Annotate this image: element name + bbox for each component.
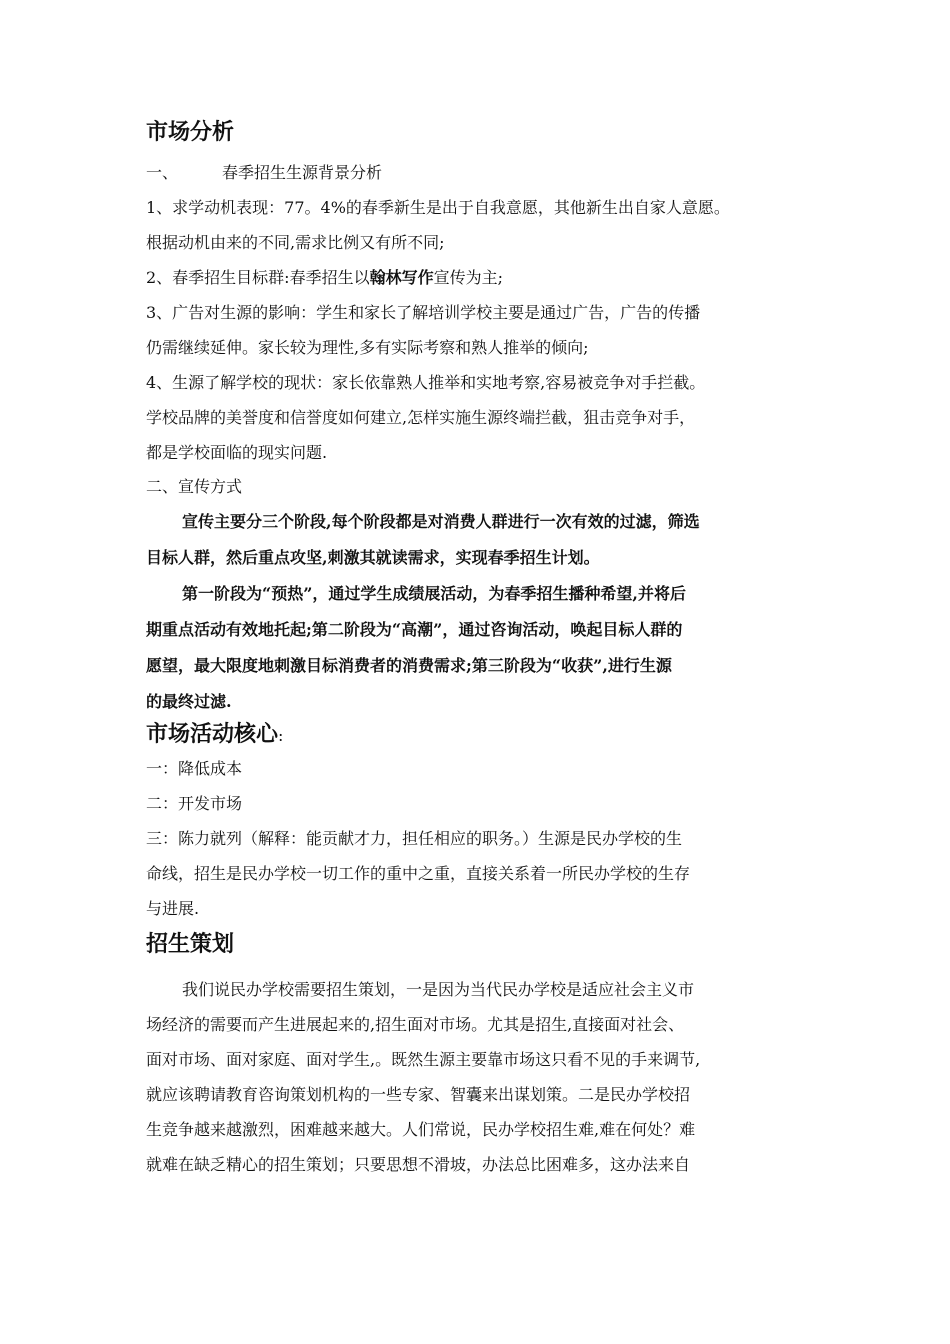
heading-market-core [146, 720, 826, 751]
text-run: 2、春季招生目标群:春季招生以 [146, 268, 370, 287]
paragraph-line: 与进展. [146, 899, 200, 918]
paragraph-line: 就应该聘请教育咨询策划机构的一些专家、智囊来出谋划策。二是民办学校招 [146, 1085, 691, 1104]
paragraph-line: 就难在缺乏精心的招生策划；只要思想不滑坡，办法总比困难多，这办法来自 [146, 1155, 691, 1174]
heading-colon: : [278, 726, 284, 745]
heading-enrollment-planning: 招生策划 [146, 932, 235, 957]
paragraph-line: 三：陈力就列（解释：能贡献才力，担任相应的职务。）生源是民办学校的生 [146, 829, 683, 848]
text-run: 宣传为主; [433, 268, 503, 287]
paragraph-line: 命线，招生是民办学校一切工作的重中之重，直接关系着一所民办学校的生存 [146, 864, 691, 883]
subheading-number: 一、 [146, 163, 179, 182]
bold-text-run: 翰林写作 [369, 268, 434, 287]
list-item: 一：降低成本 [146, 759, 243, 778]
bold-paragraph-line: 愿望，最大限度地刺激目标消费者的消费需求;第三阶段为“收获”,进行生源 [146, 656, 672, 675]
paragraph-line [146, 260, 826, 295]
bold-paragraph-line: 期重点活动有效地托起;第二阶段为“高潮”，通过咨询活动，唤起目标人群的 [146, 620, 683, 639]
paragraph-line: 都是学校面临的现实问题. [146, 443, 328, 462]
paragraph-line: 面对市场、面对家庭、面对学生,。既然生源主要靠市场这只看不见的手来调节, [146, 1050, 701, 1069]
bold-paragraph-line: 的最终过滤. [146, 692, 232, 711]
bold-paragraph-line: 宣传主要分三个阶段,每个阶段都是对消费人群进行一次有效的过滤，筛选 [182, 512, 700, 531]
list-item: 二：开发市场 [146, 794, 243, 813]
subheading-spring-background [146, 156, 826, 190]
subheading-text: 春季招生生源背景分析 [222, 163, 383, 182]
bold-paragraph-line: 第一阶段为“预热”，通过学生成绩展活动，为春季招生播种希望,并将后 [182, 584, 686, 603]
paragraph-line: 学校品牌的美誉度和信誉度如何建立,怎样实施生源终端拦截，狙击竞争对手， [146, 408, 696, 427]
paragraph-line: 根据动机由来的不同,需求比例又有所不同; [146, 233, 445, 252]
paragraph-line: 4、生源了解学校的现状：家长依靠熟人推举和实地考察,容易被竞争对手拦截。 [146, 373, 706, 392]
subheading-promotion: 二、宣传方式 [146, 477, 243, 496]
paragraph-line: 生竞争越来越激烈，困难越来越大。人们常说，民办学校招生难,难在何处？难 [146, 1120, 696, 1139]
heading-text: 市场活动核心 [146, 722, 279, 747]
paragraph-line: 3、广告对生源的影响：学生和家长了解培训学校主要是通过广告，广告的传播 [146, 303, 701, 322]
bold-paragraph-line: 目标人群，然后重点攻坚,刺激其就读需求，实现春季招生计划。 [146, 548, 600, 567]
paragraph-line: 我们说民办学校需要招生策划，一是因为当代民办学校是适应社会主义市 [182, 980, 695, 999]
heading-market-analysis: 市场分析 [146, 120, 235, 145]
paragraph-line: 1、求学动机表现：77。4%的春季新生是出于自我意愿，其他新生出自家人意愿。 [146, 198, 730, 217]
document-body [146, 118, 826, 1182]
paragraph-line: 仍需继续延伸。家长较为理性,多有实际考察和熟人推举的倾向; [146, 338, 589, 357]
paragraph-line: 场经济的需要而产生进展起来的,招生面对市场。尤其是招生,直接面对社会、 [146, 1015, 685, 1034]
